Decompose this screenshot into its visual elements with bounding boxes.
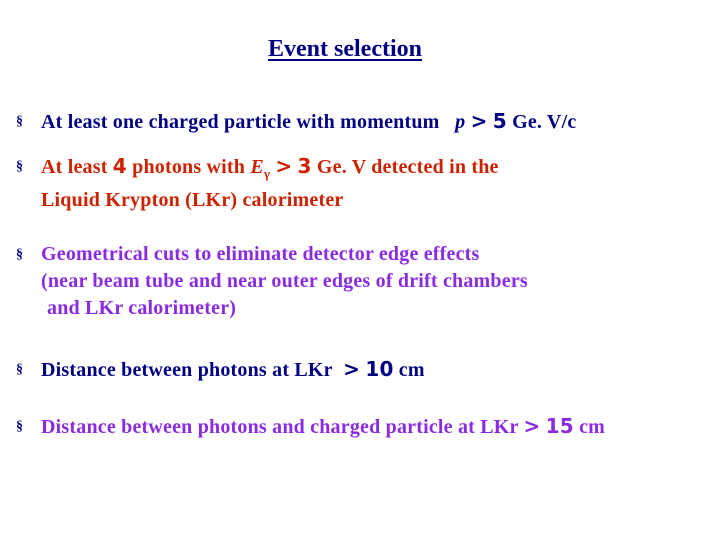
criterion-line <box>41 153 700 187</box>
criterion-photon-track-distance <box>16 413 700 441</box>
energy-threshold: 3 <box>297 154 312 178</box>
criterion-photons <box>16 153 700 214</box>
criterion-line <box>41 356 700 384</box>
energy-symbol: E <box>250 156 264 178</box>
criterion-text: Distance between photons at LKr <box>41 359 333 381</box>
greater-than-symbol: > <box>343 357 361 381</box>
distance-threshold: 15 <box>545 414 574 438</box>
criterion-line: and LKr calorimeter) <box>47 297 237 319</box>
momentum-symbol: p <box>455 111 466 133</box>
gamma-subscript: γ <box>263 166 271 181</box>
bullet-icon: § <box>16 114 24 129</box>
criterion-text: photons with <box>132 156 246 178</box>
criterion-line <box>41 413 700 441</box>
momentum-unit: Ge. V/c <box>512 111 577 133</box>
criterion-momentum <box>16 108 700 136</box>
photon-count: 4 <box>112 154 127 178</box>
criterion-text: Distance between photons and charged particle at LKr <box>41 416 519 438</box>
distance-unit: cm <box>398 359 425 381</box>
criterion-line: Geometrical cuts to eliminate detector edge effects <box>41 243 480 265</box>
criterion-text: At least <box>41 156 108 178</box>
criterion-photon-distance <box>16 356 700 384</box>
distance-threshold: 10 <box>365 357 394 381</box>
greater-than-symbol: > <box>275 154 293 178</box>
criterion-line <box>41 108 700 136</box>
criterion-line: Liquid Krypton (LKr) calorimeter <box>41 189 344 211</box>
bullet-icon: § <box>16 419 24 434</box>
greater-than-symbol: > <box>470 109 488 133</box>
bullet-icon: § <box>16 247 24 262</box>
bullet-icon: § <box>16 362 24 377</box>
momentum-threshold: 5 <box>492 109 507 133</box>
distance-unit: cm <box>579 416 605 438</box>
bullet-icon: § <box>16 159 24 174</box>
greater-than-symbol: > <box>523 414 541 438</box>
criterion-text: Ge. V detected in the <box>316 156 499 178</box>
criterion-text: At least one charged particle with momentum <box>41 111 440 133</box>
slide-title: Event selection <box>268 36 422 62</box>
criterion-geometry <box>16 241 700 322</box>
criterion-line: (near beam tube and near outer edges of drift chambers <box>41 270 528 292</box>
